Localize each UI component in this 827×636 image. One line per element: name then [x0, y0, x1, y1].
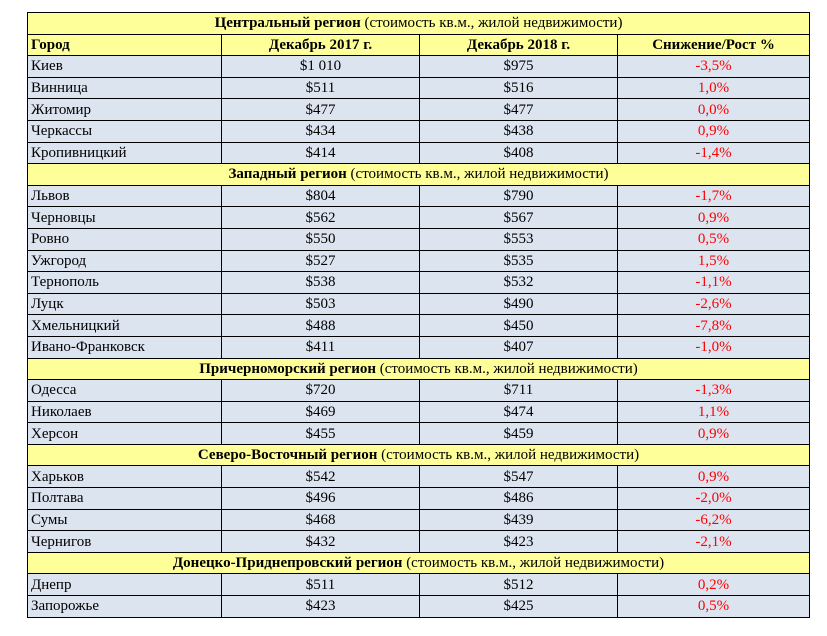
price-2017-cell: $1 010: [222, 56, 420, 78]
change-percent-cell: 0,0%: [618, 99, 810, 121]
change-percent-cell: 0,9%: [618, 423, 810, 445]
price-2018-cell: $516: [420, 77, 618, 99]
city-cell: Сумы: [28, 509, 222, 531]
region-header-cell: [28, 552, 810, 574]
column-header-dec-2018: Декабрь 2018 г.: [420, 34, 618, 56]
region-name: Причерноморский регион: [199, 360, 377, 377]
table-row: [28, 488, 810, 510]
city-cell: Ивано-Франковск: [28, 336, 222, 358]
price-2018-cell: $486: [420, 488, 618, 510]
change-percent-cell: 0,5%: [618, 596, 810, 618]
city-cell: Херсон: [28, 423, 222, 445]
price-2018-cell: $477: [420, 99, 618, 121]
change-percent-cell: -2,1%: [618, 531, 810, 553]
change-percent-cell: -2,0%: [618, 488, 810, 510]
region-header-cell: [28, 13, 810, 35]
region-header-row: [28, 164, 810, 186]
region-header-cell: [28, 444, 810, 466]
change-percent-cell: 0,2%: [618, 574, 810, 596]
city-cell: Житомир: [28, 99, 222, 121]
table-row: [28, 509, 810, 531]
region-note: (стоимость кв.м., жилой недвижимости): [381, 447, 640, 464]
region-name: Северо-Восточный регион: [197, 447, 378, 464]
price-2018-cell: $490: [420, 293, 618, 315]
price-2017-cell: $423: [222, 596, 420, 618]
table-row: [28, 380, 810, 402]
change-percent-cell: 0,5%: [618, 228, 810, 250]
price-2017-cell: $411: [222, 336, 420, 358]
price-2018-cell: $450: [420, 315, 618, 337]
change-percent-cell: -3,5%: [618, 56, 810, 78]
region-name: Донецко-Приднепровский регион: [172, 555, 403, 572]
region-header-cell: [28, 358, 810, 380]
change-percent-cell: 0,9%: [618, 120, 810, 142]
change-percent-cell: -2,6%: [618, 293, 810, 315]
city-cell: Одесса: [28, 380, 222, 402]
table-row: [28, 185, 810, 207]
table-row: [28, 423, 810, 445]
change-percent-cell: -1,0%: [618, 336, 810, 358]
change-percent-cell: 0,9%: [618, 207, 810, 229]
price-2018-cell: $439: [420, 509, 618, 531]
region-note: (стоимость кв.м., жилой недвижимости): [350, 166, 609, 183]
price-2017-cell: $468: [222, 509, 420, 531]
city-cell: Львов: [28, 185, 222, 207]
region-header-row: [28, 358, 810, 380]
price-2017-cell: $720: [222, 380, 420, 402]
price-2018-cell: $547: [420, 466, 618, 488]
price-2018-cell: $474: [420, 401, 618, 423]
city-cell: Ужгород: [28, 250, 222, 272]
price-2017-cell: $511: [222, 77, 420, 99]
region-name: Западный регион: [228, 166, 347, 183]
price-2018-cell: $532: [420, 272, 618, 294]
price-2017-cell: $455: [222, 423, 420, 445]
change-percent-cell: 1,0%: [618, 77, 810, 99]
city-cell: Тернополь: [28, 272, 222, 294]
price-2018-cell: $408: [420, 142, 618, 164]
price-2018-cell: $423: [420, 531, 618, 553]
city-cell: Кропивницкий: [28, 142, 222, 164]
price-2017-cell: $527: [222, 250, 420, 272]
price-2017-cell: $469: [222, 401, 420, 423]
price-2017-cell: $414: [222, 142, 420, 164]
region-note: (стоимость кв.м., жилой недвижимости): [406, 555, 665, 572]
price-2017-cell: $804: [222, 185, 420, 207]
region-note: (стоимость кв.м., жилой недвижимости): [364, 15, 623, 32]
table-row: [28, 272, 810, 294]
city-cell: Киев: [28, 56, 222, 78]
region-header-row: [28, 552, 810, 574]
price-2018-cell: $407: [420, 336, 618, 358]
column-header-city: Город: [28, 34, 222, 56]
change-percent-cell: -1,3%: [618, 380, 810, 402]
city-cell: Ровно: [28, 228, 222, 250]
price-2017-cell: $550: [222, 228, 420, 250]
price-2017-cell: $542: [222, 466, 420, 488]
price-2018-cell: $790: [420, 185, 618, 207]
price-2018-cell: $535: [420, 250, 618, 272]
table-row: [28, 401, 810, 423]
price-2018-cell: $711: [420, 380, 618, 402]
column-header-dec-2017: Декабрь 2017 г.: [222, 34, 420, 56]
city-cell: Харьков: [28, 466, 222, 488]
city-cell: Днепр: [28, 574, 222, 596]
city-cell: Чернигов: [28, 531, 222, 553]
price-2018-cell: $553: [420, 228, 618, 250]
city-cell: Винница: [28, 77, 222, 99]
price-2018-cell: $459: [420, 423, 618, 445]
table-row: [28, 293, 810, 315]
region-header-cell: [28, 164, 810, 186]
city-cell: Николаев: [28, 401, 222, 423]
table-row: [28, 99, 810, 121]
table-row: [28, 207, 810, 229]
table-row: [28, 315, 810, 337]
table-row: [28, 56, 810, 78]
region-header-row: [28, 444, 810, 466]
table-row: [28, 77, 810, 99]
change-percent-cell: -1,4%: [618, 142, 810, 164]
change-percent-cell: 1,1%: [618, 401, 810, 423]
change-percent-cell: -7,8%: [618, 315, 810, 337]
change-percent-cell: -6,2%: [618, 509, 810, 531]
city-cell: Запорожье: [28, 596, 222, 618]
price-table: [27, 12, 810, 618]
price-2017-cell: $503: [222, 293, 420, 315]
table-row: [28, 574, 810, 596]
table-row: [28, 466, 810, 488]
change-percent-cell: -1,7%: [618, 185, 810, 207]
price-2018-cell: $425: [420, 596, 618, 618]
table-row: [28, 596, 810, 618]
table-body: [28, 13, 810, 618]
price-2017-cell: $434: [222, 120, 420, 142]
change-percent-cell: 0,9%: [618, 466, 810, 488]
price-2018-cell: $975: [420, 56, 618, 78]
table-row: [28, 120, 810, 142]
price-2017-cell: $477: [222, 99, 420, 121]
price-2018-cell: $512: [420, 574, 618, 596]
table-row: [28, 228, 810, 250]
city-cell: Луцк: [28, 293, 222, 315]
city-cell: Черкассы: [28, 120, 222, 142]
city-cell: Полтава: [28, 488, 222, 510]
price-2017-cell: $432: [222, 531, 420, 553]
city-cell: Черновцы: [28, 207, 222, 229]
table-row: [28, 250, 810, 272]
change-percent-cell: -1,1%: [618, 272, 810, 294]
table-row: [28, 336, 810, 358]
column-header-row: [28, 34, 810, 56]
change-percent-cell: 1,5%: [618, 250, 810, 272]
price-2018-cell: $567: [420, 207, 618, 229]
column-header-change: Снижение/Рост %: [618, 34, 810, 56]
price-2017-cell: $538: [222, 272, 420, 294]
price-2018-cell: $438: [420, 120, 618, 142]
region-header-row: [28, 13, 810, 35]
price-2017-cell: $496: [222, 488, 420, 510]
price-2017-cell: $562: [222, 207, 420, 229]
region-name: Центральный регион: [214, 15, 361, 32]
table-row: [28, 142, 810, 164]
city-cell: Хмельницкий: [28, 315, 222, 337]
region-note: (стоимость кв.м., жилой недвижимости): [379, 360, 638, 377]
table-row: [28, 531, 810, 553]
price-2017-cell: $488: [222, 315, 420, 337]
price-2017-cell: $511: [222, 574, 420, 596]
